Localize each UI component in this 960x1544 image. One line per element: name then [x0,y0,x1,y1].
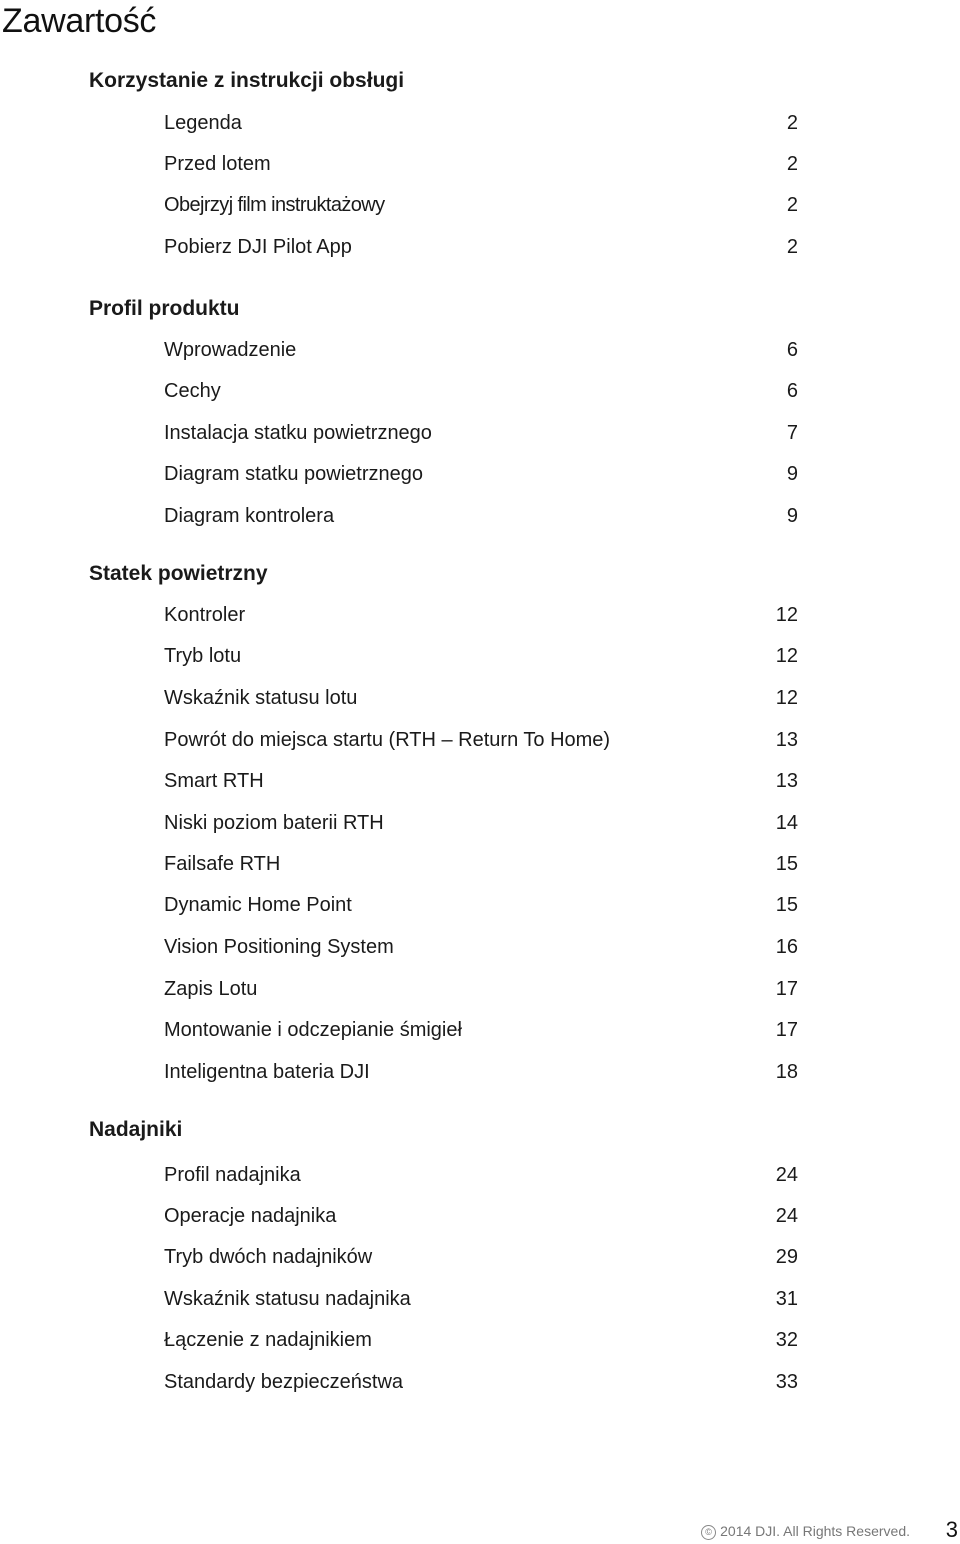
toc-entry[interactable] [164,1286,798,1312]
toc-entry-title: Wprowadzenie [164,339,297,361]
toc-entry-page: 6 [786,380,798,402]
toc-entry-title: Failsafe RTH [164,853,281,875]
page-title: Zawartość [2,2,157,40]
toc-entry-title: Łączenie z nadajnikiem [164,1329,372,1351]
copyright-text: 2014 DJI. All Rights Reserved. [720,1523,910,1539]
toc-entry[interactable] [164,892,798,918]
toc-entry[interactable] [164,1059,798,1085]
toc-entry[interactable] [164,378,798,404]
toc-entry-title: Dynamic Home Point [164,894,352,916]
toc-entry-title: Obejrzyj film instruktażowy [164,194,385,216]
toc-entry-title: Przed lotem [164,153,271,175]
section-heading: Profil produktu [89,297,240,320]
toc-entry-title: Vision Positioning System [164,936,394,958]
toc-entry-title: Niski poziom baterii RTH [164,812,384,834]
toc-entry-page: 17 [775,978,798,1000]
toc-entry[interactable] [164,685,798,711]
toc-entry-title: Wskaźnik statusu lotu [164,687,358,709]
toc-entry[interactable] [164,1327,798,1353]
section-heading: Nadajniki [89,1118,183,1141]
toc-entry-page: 2 [786,112,798,134]
toc-entry[interactable] [164,151,798,177]
toc-entry-page: 12 [775,645,798,667]
toc-entry-title: Diagram kontrolera [164,505,335,527]
toc-entry[interactable] [164,602,798,628]
toc-entry[interactable] [164,461,798,487]
section-heading: Statek powietrzny [89,562,268,585]
toc-entry-title: Legenda [164,112,242,134]
toc-entry-page: 9 [786,463,798,485]
toc-entry-page: 32 [775,1329,798,1351]
toc-entry[interactable] [164,851,798,877]
section-heading: Korzystanie z instrukcji obsługi [89,69,405,92]
toc-entry-title: Kontroler [164,604,246,626]
toc-entry-title: Montowanie i odczepianie śmigieł [164,1019,462,1041]
toc-entry-title: Cechy [164,380,221,402]
toc-entry-title: Instalacja statku powietrznego [164,422,432,444]
toc-entry-title: Operacje nadajnika [164,1205,337,1227]
toc-entry[interactable] [164,1369,798,1395]
page-number: 3 [945,1517,958,1542]
toc-entry-page: 2 [786,153,798,175]
toc-entry[interactable] [164,810,798,836]
toc-entry-title: Inteligentna bateria DJI [164,1061,370,1083]
toc-entry[interactable] [164,1162,798,1188]
toc-entry-page: 15 [775,853,798,875]
toc-entry-page: 16 [775,936,798,958]
toc-entry[interactable] [164,1244,798,1270]
toc-entry[interactable] [164,727,798,753]
toc-entry-page: 6 [786,339,798,361]
toc-entry-page: 18 [775,1061,798,1083]
toc-entry-page: 14 [775,812,798,834]
toc-entry-page: 12 [775,687,798,709]
toc-entry-page: 9 [786,505,798,527]
toc-entry-page: 13 [775,770,798,792]
toc-entry[interactable] [164,234,798,260]
toc-entry-title: Pobierz DJI Pilot App [164,236,352,258]
toc-entry[interactable] [164,1017,798,1043]
toc-entry[interactable] [164,768,798,794]
toc-entry[interactable] [164,976,798,1002]
toc-entry-title: Standardy bezpieczeństwa [164,1371,404,1393]
toc-entry-title: Wskaźnik statusu nadajnika [164,1288,411,1310]
toc-entry[interactable] [164,420,798,446]
toc-entry[interactable] [164,192,798,218]
toc-entry-page: 2 [786,236,798,258]
toc-entry-title: Powrót do miejsca startu (RTH – Return To Home) [164,729,611,751]
toc-entry[interactable] [164,643,798,669]
toc-entry-title: Diagram statku powietrznego [164,463,424,485]
page-footer [701,1520,910,1542]
toc-entry-page: 24 [775,1164,798,1186]
toc-entry-page: 33 [775,1371,798,1393]
toc-entry[interactable] [164,503,798,529]
toc-entry-page: 15 [775,894,798,916]
toc-entry-page: 31 [775,1288,798,1310]
toc-entry-page: 7 [786,422,798,444]
toc-entry[interactable] [164,337,798,363]
toc-entry-page: 12 [775,604,798,626]
toc-entry-page: 29 [775,1246,798,1268]
toc-entry-title: Tryb dwóch nadajników [164,1246,373,1268]
toc-entry-page: 24 [775,1205,798,1227]
toc-entry-page: 13 [775,729,798,751]
toc-entry-title: Tryb lotu [164,645,242,667]
toc-entry[interactable] [164,110,798,136]
toc-entry[interactable] [164,1203,798,1229]
toc-entry-title: Zapis Lotu [164,978,258,1000]
toc-entry[interactable] [164,934,798,960]
toc-entry-title: Profil nadajnika [164,1164,301,1186]
toc-entry-page: 2 [786,194,798,216]
toc-entry-page: 17 [775,1019,798,1041]
copyright-icon: © [701,1525,716,1540]
toc-entry-title: Smart RTH [164,770,264,792]
